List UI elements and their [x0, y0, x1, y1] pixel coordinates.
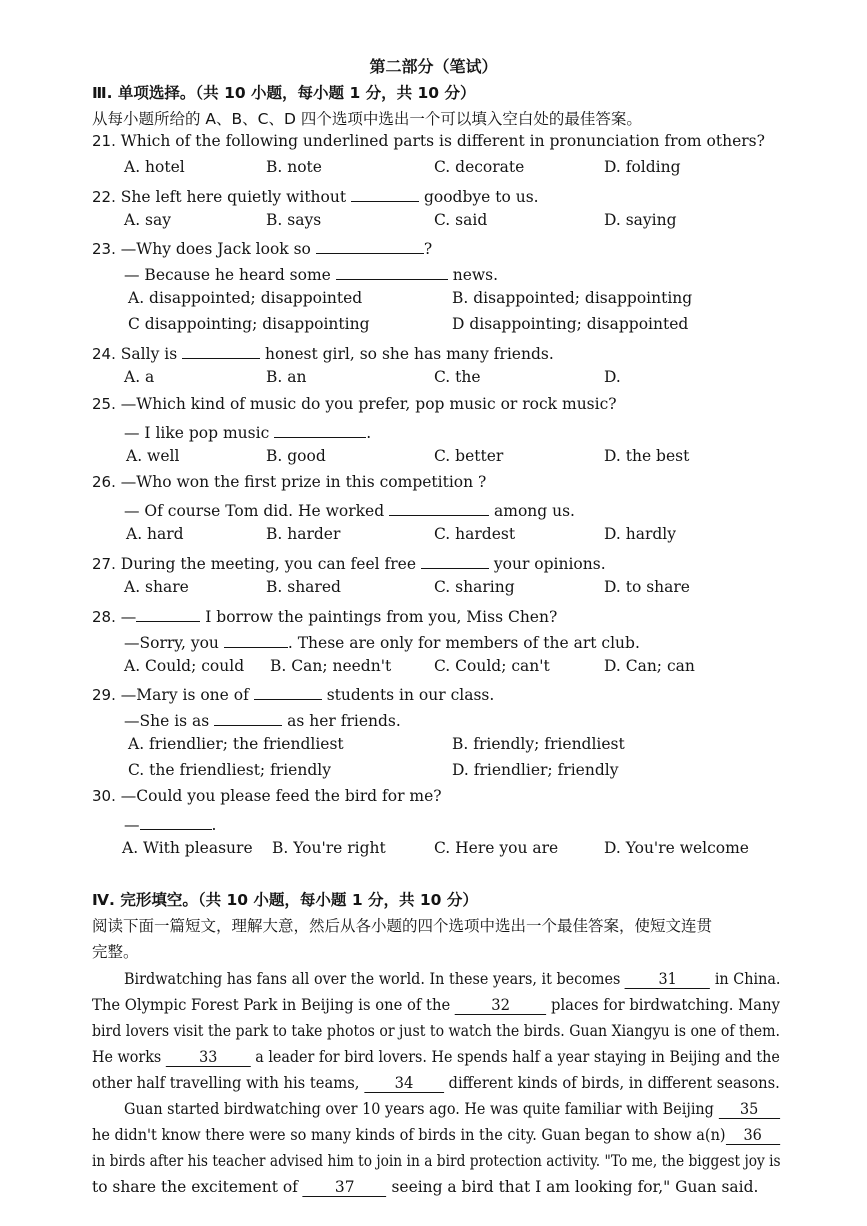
- section4-instruction-line1: 阅读下面一篇短文，理解大意，然后从各小题的四个选项中选出一个最佳答案，使短文连贯: [92, 917, 713, 935]
- q23-line1-after: ?: [423, 240, 433, 258]
- q30-number: 30.: [92, 787, 116, 805]
- q26-number: 26.: [92, 473, 116, 491]
- q24-number: 24.: [92, 345, 116, 363]
- q28-line2-before: —Sorry, you: [124, 634, 219, 652]
- q27-option-c[interactable]: C. sharing: [434, 578, 515, 596]
- q25-line2-after: .: [366, 424, 372, 442]
- q27-option-a[interactable]: A. share: [124, 578, 189, 596]
- q30-blank[interactable]: [140, 813, 212, 830]
- passage-p1-line5: [92, 1070, 780, 1096]
- q29-line1-before: —Mary is one of: [120, 686, 249, 704]
- q25-blank[interactable]: [274, 421, 366, 438]
- q28-line2-after: . These are only for members of the art club.: [287, 634, 640, 652]
- q26-option-a[interactable]: A. hard: [126, 525, 184, 543]
- passage-p2-line4: [92, 1174, 780, 1200]
- q27-stem-after: your opinions.: [493, 555, 606, 573]
- q22-stem-line: [92, 185, 539, 206]
- q29-blank-2[interactable]: [214, 709, 282, 726]
- q28-line2: [124, 631, 640, 652]
- q22-stem-after: goodbye to us.: [423, 188, 539, 206]
- passage-text: seeing a bird that I am looking for," Guan said.: [391, 1178, 759, 1196]
- q30-line2-before: —: [124, 816, 140, 834]
- q28-blank-2[interactable]: [224, 631, 288, 648]
- q26-option-b[interactable]: B. harder: [266, 525, 341, 543]
- q25-line2-before: — I like pop music: [124, 424, 270, 442]
- q29-option-b[interactable]: B. friendly; friendliest: [452, 735, 625, 753]
- q26-line1-text: —Who won the first prize in this competition ?: [120, 473, 487, 491]
- passage-text: other half travelling with his teams,: [92, 1074, 360, 1092]
- cloze-blank-33[interactable]: 33: [166, 1048, 251, 1067]
- q23-option-c[interactable]: C disappointing; disappointing: [128, 315, 370, 333]
- q25-line1: [92, 395, 617, 413]
- q25-line1-text: —Which kind of music do you prefer, pop music or rock music?: [120, 395, 617, 413]
- q24-option-d[interactable]: D.: [604, 368, 621, 386]
- q25-line2: [124, 421, 371, 442]
- cloze-blank-36[interactable]: 36: [726, 1126, 780, 1145]
- q21-option-d[interactable]: D. folding: [604, 158, 681, 176]
- q21-stem-line: [92, 132, 765, 150]
- q28-line1-before: —: [120, 608, 137, 626]
- q23-blank-2[interactable]: [336, 263, 448, 280]
- q29-line2-after: as her friends.: [287, 712, 401, 730]
- q26-line2-before: — Of course Tom did. He worked: [124, 502, 385, 520]
- q30-option-c[interactable]: C. Here you are: [434, 839, 559, 857]
- passage-text: different kinds of birds, in different seasons.: [448, 1074, 780, 1092]
- q24-option-a[interactable]: A. a: [124, 368, 155, 386]
- q29-option-a[interactable]: A. friendlier; the friendliest: [128, 735, 344, 753]
- cloze-blank-35[interactable]: 35: [718, 1100, 779, 1119]
- q27-stem-line: [92, 552, 606, 573]
- q24-blank[interactable]: [182, 342, 260, 359]
- passage-text: in China.: [714, 970, 781, 988]
- q26-option-d[interactable]: D. hardly: [604, 525, 676, 543]
- q22-number: 22.: [92, 188, 116, 206]
- passage-p1-line4: [92, 1044, 780, 1070]
- q28-option-a[interactable]: A. Could; could: [124, 657, 245, 675]
- passage-p2-line3: in birds after his teacher advised him to join in a bird protection activity. "To me, the biggest joy is: [92, 1152, 781, 1170]
- q29-blank-1[interactable]: [254, 683, 322, 700]
- q29-option-d[interactable]: D. friendlier; friendly: [452, 761, 619, 779]
- q21-option-a[interactable]: A. hotel: [124, 158, 185, 176]
- q23-blank-1[interactable]: [316, 237, 424, 254]
- passage-p1-line2: [92, 992, 780, 1018]
- q28-option-d[interactable]: D. Can; can: [604, 657, 695, 675]
- q23-option-a[interactable]: A. disappointed; disappointed: [128, 289, 363, 307]
- q26-line1: [92, 473, 486, 491]
- q29-line2-before: —She is as: [124, 712, 210, 730]
- q22-option-a[interactable]: A. say: [124, 211, 171, 229]
- passage-text: a leader for bird lovers. He spends half a year staying in Beijing and the: [255, 1048, 780, 1066]
- q22-option-b[interactable]: B. says: [266, 211, 322, 229]
- q29-line2: [124, 709, 401, 730]
- passage-text: Birdwatching has fans all over the world. In these years, it becomes: [124, 970, 621, 988]
- q30-option-a[interactable]: A. With pleasure: [122, 839, 253, 857]
- q27-option-b[interactable]: B. shared: [266, 578, 341, 596]
- passage-text: Guan started birdwatching over 10 years ago. He was quite familiar with Beijing: [124, 1100, 714, 1118]
- q30-option-d[interactable]: D. You're welcome: [604, 839, 749, 857]
- q25-option-c[interactable]: C. better: [434, 447, 504, 465]
- passage-text: He works: [92, 1048, 162, 1066]
- q24-option-c[interactable]: C. the: [434, 368, 481, 386]
- q30-option-b[interactable]: B. You're right: [272, 839, 386, 857]
- q28-line1-after: I borrow the paintings from you, Miss Chen?: [205, 608, 558, 626]
- passage-p1-line1: [124, 966, 781, 992]
- q25-option-a[interactable]: A. well: [126, 447, 180, 465]
- passage-p2-line1: [124, 1096, 764, 1122]
- q21-option-c[interactable]: C. decorate: [434, 158, 525, 176]
- passage-p1-line3: bird lovers visit the park to take photos or just to watch the birds. Guan Xiangyu is one of them.: [92, 1022, 781, 1040]
- passage-text: places for birdwatching. Many: [551, 996, 780, 1014]
- q30-line2: [124, 813, 216, 834]
- q27-stem-before: During the meeting, you can feel free: [120, 555, 416, 573]
- q28-number: 28.: [92, 608, 116, 626]
- cloze-blank-37[interactable]: 37: [303, 1178, 387, 1197]
- q23-line1: [92, 237, 432, 258]
- q26-blank[interactable]: [389, 499, 489, 516]
- section3-heading: Ⅲ. 单项选择。（共 10 小题，每小题 1 分，共 10 分）: [92, 84, 476, 102]
- q30-line2-after: .: [211, 816, 217, 834]
- cloze-blank-31[interactable]: 31: [625, 970, 710, 989]
- q29-number: 29.: [92, 686, 116, 704]
- q21-number: 21.: [92, 132, 116, 150]
- q23-line1-before: —Why does Jack look so: [120, 240, 311, 258]
- q27-option-d[interactable]: D. to share: [604, 578, 690, 596]
- q23-line2: [124, 263, 498, 284]
- q24-option-b[interactable]: B. an: [266, 368, 307, 386]
- section4-instruction-line2: 完整。: [92, 943, 139, 961]
- q21-option-b[interactable]: B. note: [266, 158, 322, 176]
- passage-text: he didn't know there were so many kinds of birds in the city. Guan began to show a(n): [92, 1126, 726, 1144]
- q23-option-d[interactable]: D disappointing; disappointed: [452, 315, 689, 333]
- q25-option-b[interactable]: B. good: [266, 447, 326, 465]
- q23-option-b[interactable]: B. disappointed; disappointing: [452, 289, 693, 307]
- q21-stem: Which of the following underlined parts is different in pronunciation from others?: [120, 132, 765, 150]
- q28-blank-1[interactable]: [136, 605, 200, 622]
- q23-line2-before: — Because he heard some: [124, 266, 331, 284]
- q27-number: 27.: [92, 555, 116, 573]
- q24-stem-before: Sally is: [120, 345, 178, 363]
- q30-line1-text: —Could you please feed the bird for me?: [120, 787, 442, 805]
- section3-instruction: 从每小题所给的 A、B、C、D 四个选项中选出一个可以填入空白处的最佳答案。: [92, 110, 642, 128]
- q27-blank[interactable]: [421, 552, 489, 569]
- q24-stem-after: honest girl, so she has many friends.: [265, 345, 554, 363]
- q25-number: 25.: [92, 395, 116, 413]
- q28-option-c[interactable]: C. Could; can't: [434, 657, 550, 675]
- q29-option-c[interactable]: C. the friendliest; friendly: [128, 761, 331, 779]
- passage-p2-line2: [92, 1122, 762, 1148]
- q26-option-c[interactable]: C. hardest: [434, 525, 516, 543]
- q28-option-b[interactable]: B. Can; needn't: [270, 657, 392, 675]
- q29-line1-after: students in our class.: [326, 686, 495, 704]
- q22-stem-before: She left here quietly without: [120, 188, 347, 206]
- q25-option-d[interactable]: D. the best: [604, 447, 690, 465]
- q23-number: 23.: [92, 240, 116, 258]
- section4-heading: Ⅳ. 完形填空。（共 10 小题，每小题 1 分，共 10 分）: [92, 891, 478, 909]
- q28-line1: [92, 605, 557, 626]
- part-title: 第二部分（笔试）: [369, 57, 498, 76]
- q22-option-d[interactable]: D. saying: [604, 211, 677, 229]
- q26-line2-after: among us.: [494, 502, 575, 520]
- cloze-blank-34[interactable]: 34: [364, 1074, 444, 1093]
- q22-option-c[interactable]: C. said: [434, 211, 488, 229]
- q23-line2-after: news.: [452, 266, 499, 284]
- q26-line2: [124, 499, 575, 520]
- passage-text: The Olympic Forest Park in Beijing is one of the: [92, 996, 451, 1014]
- passage-text: to share the excitement of: [92, 1178, 298, 1196]
- cloze-blank-32[interactable]: 32: [455, 996, 546, 1015]
- q29-line1: [92, 683, 494, 704]
- q22-blank[interactable]: [351, 185, 419, 202]
- q30-line1: [92, 787, 442, 805]
- q24-stem-line: [92, 342, 554, 363]
